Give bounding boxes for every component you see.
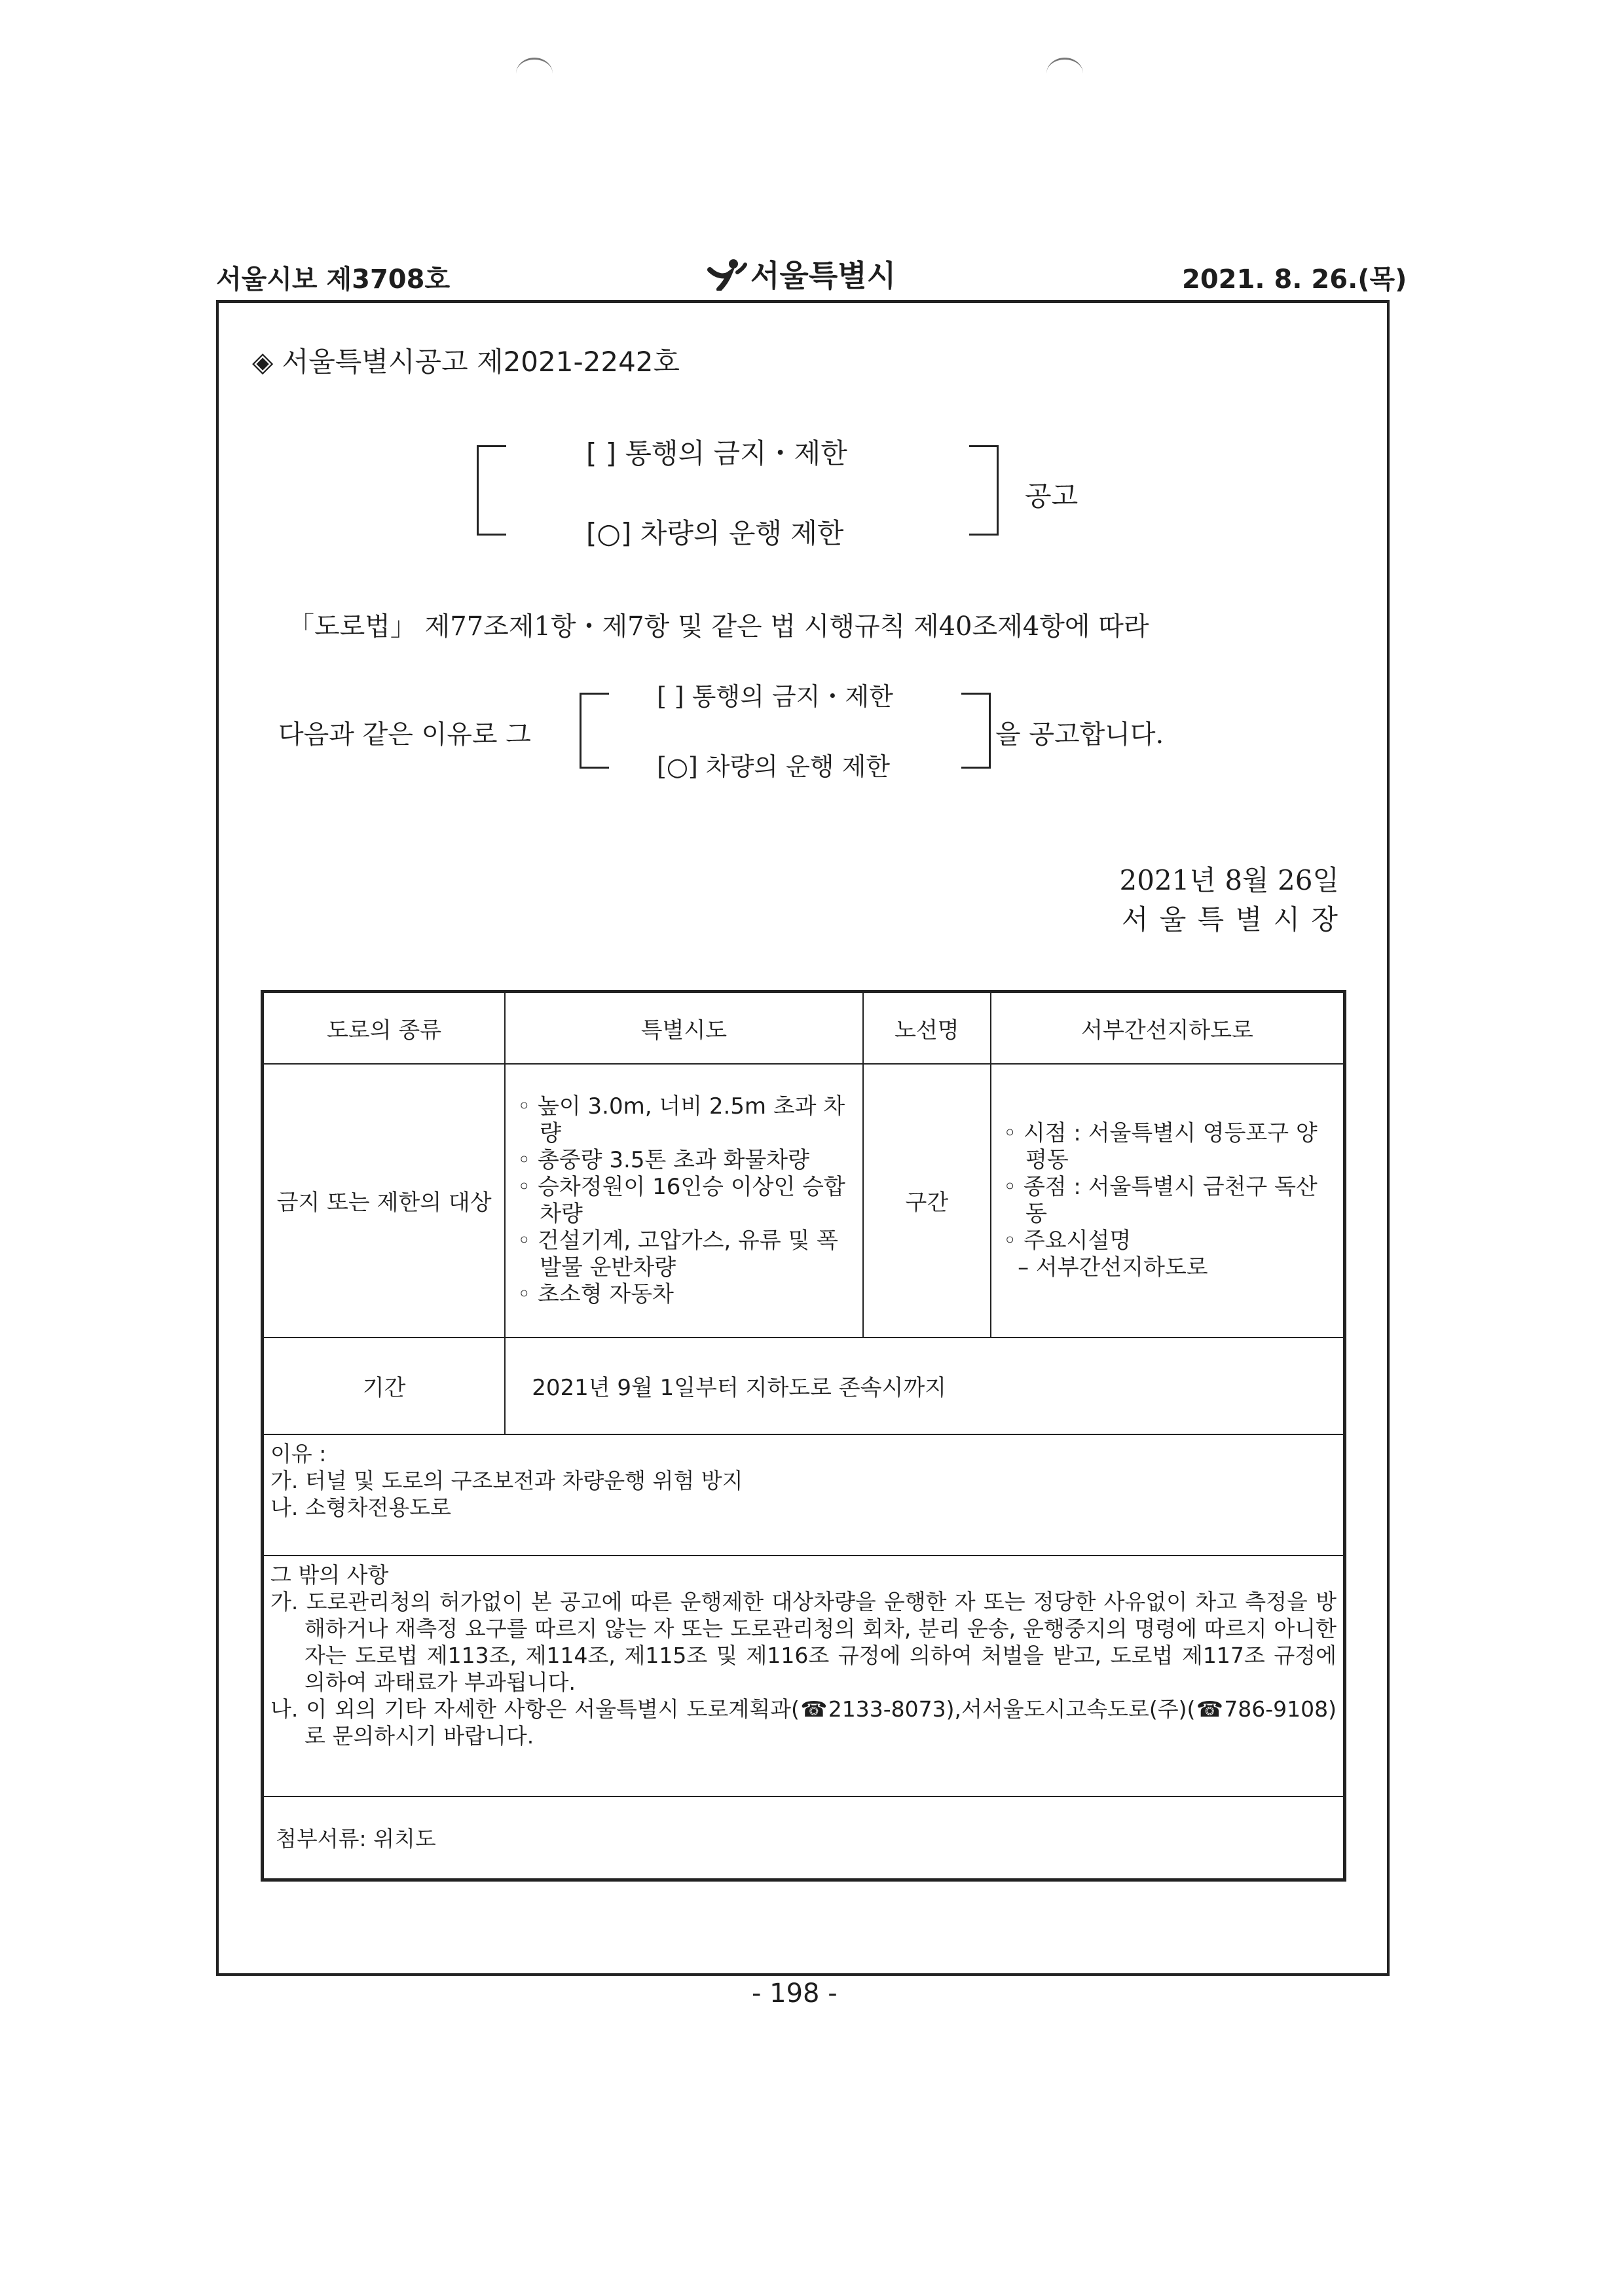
notice-issuer: 서 울 특 별 시 장 xyxy=(1121,903,1339,936)
punch-hole-left xyxy=(516,58,553,90)
table-row xyxy=(263,1796,1345,1880)
list-item: ◦ 초소형 자동차 xyxy=(517,1281,674,1307)
attachment-cell: 첨부서류: 위치도 xyxy=(263,1796,1345,1880)
target-cell xyxy=(505,1064,863,1338)
list-item: ◦ 높이 3.0m, 너비 2.5m 초과 차량 xyxy=(517,1093,845,1146)
title-bracket-left xyxy=(477,445,506,536)
title-option-1: [ ] 통행의 금지・제한 xyxy=(586,437,847,469)
header-brand-text: 서울특별시 xyxy=(750,258,896,293)
route-label: 노선명 xyxy=(863,992,991,1064)
title-bracket-right xyxy=(969,445,999,536)
basis-line: 「도로법」 제77조제1항・제7항 및 같은 법 시행규칙 제40조제4항에 따라 xyxy=(288,611,1149,642)
list-item: ◦ 주요시설명 xyxy=(1003,1227,1132,1254)
notice-number: ◈ 서울특별시공고 제2021-2242호 xyxy=(252,346,680,378)
other-title: 그 밖의 사항 xyxy=(270,1561,389,1588)
reason-option-2: [○] 차량의 운행 제한 xyxy=(657,752,891,781)
list-item: ◦ 종점 : 서울특별시 금천구 독산동 xyxy=(1003,1173,1318,1227)
list-item: ◦ 승차정원이 16인승 이상인 승합차량 xyxy=(517,1173,845,1227)
list-item: 가. 터널 및 도로의 구조보전과 차량운행 위험 방지 xyxy=(270,1467,743,1493)
table-row xyxy=(263,1338,1345,1434)
notice-date: 2021년 8월 26일 xyxy=(1119,864,1339,896)
list-item: 나. 이 외의 기타 자세한 사항은 서울특별시 도로계획과(☎2133-8073),서서울도시고속도로(주)(☎786-9108)로 문의하시기 바랍니다. xyxy=(270,1696,1337,1749)
table-row xyxy=(263,1434,1345,1556)
section-list xyxy=(1003,1120,1333,1281)
list-item: ◦ 건설기계, 고압가스, 유류 및 폭발물 운반차량 xyxy=(517,1227,839,1281)
list-item: ◦ 시점 : 서울특별시 영등포구 양평동 xyxy=(1003,1120,1318,1173)
reason-bracket-left xyxy=(580,693,609,769)
target-list xyxy=(517,1093,852,1308)
section-label: 구간 xyxy=(863,1064,991,1338)
reason-bracket-right xyxy=(961,693,991,769)
table-row xyxy=(263,1064,1345,1338)
header-date: 2021. 8. 26.(목) xyxy=(1182,264,1407,295)
section-cell xyxy=(991,1064,1344,1338)
title-suffix: 공고 xyxy=(1025,480,1079,512)
table-row xyxy=(263,1556,1345,1796)
header-brand xyxy=(707,252,896,295)
reason-suffix: 을 공고합니다. xyxy=(995,720,1164,750)
header-issue-number: 서울시보 제3708호 xyxy=(216,264,451,295)
route-value: 서부간선지하도로 xyxy=(991,992,1344,1064)
seoul-logo-icon xyxy=(707,257,748,291)
reason-prefix: 다음과 같은 이유로 그 xyxy=(278,720,531,750)
punch-hole-right xyxy=(1046,58,1083,90)
reason-cell xyxy=(263,1434,1345,1556)
period-label: 기간 xyxy=(263,1338,506,1434)
road-type-value: 특별시도 xyxy=(505,992,863,1064)
page-number: - 198 - xyxy=(752,1978,838,2009)
list-item: 가. 도로관리청의 허가없이 본 공고에 따른 운행제한 대상차량을 운행한 자 또는 정당한 사유없이 차고 측정을 방해하거나 재측정 요구를 따르지 않는 자 또는 도로관리청의 회차, 분리 운송, 운행중지의 명령에 따르지 아니한 자는 도로법 제113조, 제114조, 제115조 및 제116조 규정에 의하여 처벌을 받고, 도로법 제117조 규정에 의하여 과태료가 부과됩니다. xyxy=(270,1588,1337,1695)
reason-title: 이유 : xyxy=(270,1440,327,1467)
road-type-label: 도로의 종류 xyxy=(263,992,506,1064)
list-item: – 서부간선지하도로 xyxy=(1018,1254,1208,1281)
list-item: ◦ 총중량 3.5톤 초과 화물차량 xyxy=(517,1146,809,1173)
table-row xyxy=(263,992,1345,1064)
restriction-table xyxy=(261,990,1346,1882)
target-label: 금지 또는 제한의 대상 xyxy=(263,1064,506,1338)
reason-option-1: [ ] 통행의 금지・제한 xyxy=(657,682,893,711)
list-item: 나. 소형차전용도로 xyxy=(270,1494,452,1520)
period-value: 2021년 9월 1일부터 지하도로 존속시까지 xyxy=(505,1338,1344,1434)
title-option-2: [○] 차량의 운행 제한 xyxy=(586,517,844,549)
other-cell xyxy=(263,1556,1345,1796)
